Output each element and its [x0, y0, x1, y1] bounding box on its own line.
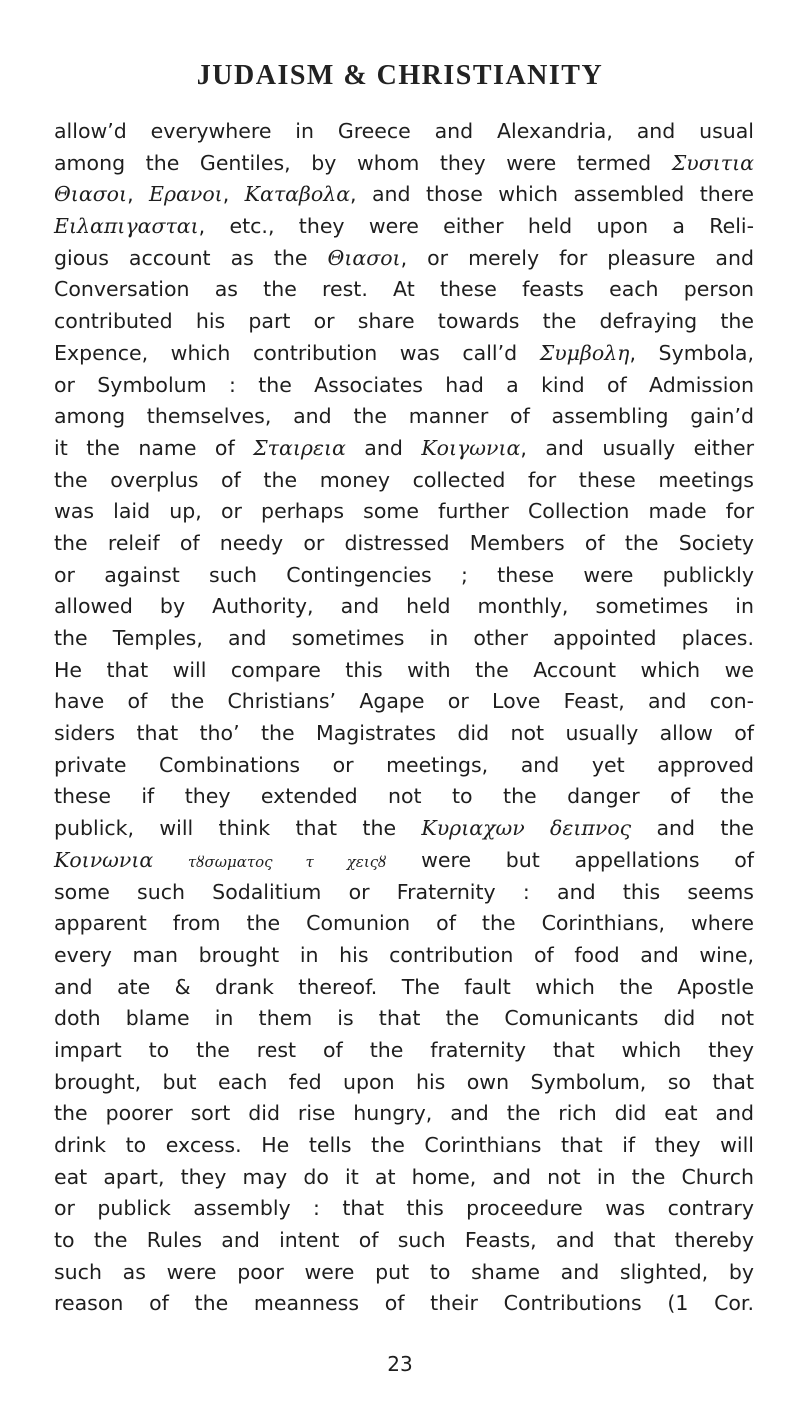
text-line: [54, 718, 754, 750]
text-run: have of the Christians’ Agape or Love Feast, and con-: [54, 689, 754, 714]
text-line: [54, 623, 754, 655]
text-run: and the: [631, 816, 755, 841]
text-line: [54, 1225, 754, 1257]
text-line: [54, 1067, 754, 1099]
text-run: brought, but each fed upon his own Symbolum, so that: [54, 1069, 754, 1094]
text-line: [54, 813, 754, 845]
text-line: [54, 1288, 754, 1320]
text-line: [54, 148, 754, 180]
text-line: [54, 211, 754, 243]
text-line: [54, 116, 754, 148]
text-line: [54, 274, 754, 306]
text-run: these if they extended not to the danger of the: [54, 784, 754, 809]
text-line: [54, 845, 754, 877]
text-line: [54, 750, 754, 782]
text-run: such as were poor were put to shame and slighted, by: [54, 1259, 754, 1284]
text-line: [54, 781, 754, 813]
text-run: every man brought in his contribution of food and wine,: [54, 942, 754, 967]
text-line: [54, 338, 754, 370]
page-number: 23: [387, 1352, 413, 1376]
text-line: [54, 306, 754, 338]
text-line: [54, 560, 754, 592]
text-run: was laid up, or perhaps some further Collection made for: [54, 499, 754, 524]
text-run: siders that tho’ the Magistrates did not usually allow of: [54, 721, 754, 746]
greek-term: Συμβολη: [539, 340, 630, 365]
text-run: publick, will think that the: [54, 816, 422, 841]
text-line: [54, 1193, 754, 1225]
text-run: ,: [127, 182, 150, 207]
text-run: , and those which assembled there: [350, 182, 754, 207]
text-line: [54, 686, 754, 718]
text-run: the poorer sort did rise hungry, and the rich did eat and: [54, 1101, 754, 1126]
text-run: gious account as the: [54, 245, 328, 270]
text-run: Expence, which contribution was call’d: [54, 340, 540, 365]
text-run: the overplus of the money collected for these meetings: [54, 467, 754, 492]
greek-term: Συσιτια: [671, 150, 754, 175]
text-line: [54, 243, 754, 275]
text-run: to the Rules and intent of such Feasts, and that thereby: [54, 1228, 754, 1253]
greek-term: Καταβολα: [244, 182, 351, 207]
running-head: JUDAISM & CHRISTIANITY: [196, 60, 604, 91]
text-run: , etc., they were either held upon a Reli-: [198, 214, 754, 239]
text-line: [54, 908, 754, 940]
text-run: among the Gentiles, by whom they were termed: [54, 150, 672, 175]
text-run: impart to the rest of the fraternity that which they: [54, 1037, 754, 1062]
text-line: [54, 940, 754, 972]
text-line: [54, 972, 754, 1004]
text-run: eat apart, they may do it at home, and not in the Church: [54, 1164, 754, 1189]
greek-term: Ειλαπιγασται: [54, 214, 199, 239]
greek-term: Κοιγωνια: [421, 435, 521, 460]
greek-term-small: τȣσωματος τ χειςȣ: [187, 852, 387, 871]
text-run: or Symbolum : the Associates had a kind of Admission: [54, 372, 754, 397]
text-line: [54, 1003, 754, 1035]
greek-term: Θιασοι: [54, 182, 128, 207]
text-line: [54, 1035, 754, 1067]
greek-term: Ερανοι: [149, 182, 223, 207]
text-line: [54, 591, 754, 623]
greek-term: Θιασοι: [327, 245, 401, 270]
text-line: [54, 528, 754, 560]
text-run: [153, 848, 188, 872]
text-line: [54, 401, 754, 433]
text-run: private Combinations or meetings, and yet approved: [54, 752, 754, 777]
text-line: [54, 655, 754, 687]
text-run: allowed by Authority, and held monthly, sometimes in: [54, 594, 754, 619]
text-run: or against such Contingencies ; these were publickly: [54, 562, 754, 587]
greek-term: Σταιρεια: [253, 435, 346, 460]
text-run: doth blame in them is that the Comunicants did not: [54, 1006, 754, 1031]
text-line: [54, 496, 754, 528]
text-run: , or merely for pleasure and: [400, 245, 754, 270]
greek-term: Κοινωνια: [54, 847, 154, 872]
text-line: [54, 1098, 754, 1130]
text-run: , Symbola,: [629, 340, 755, 365]
text-run: apparent from the Comunion of the Corinthians, where: [54, 911, 754, 936]
text-run: it the name of: [54, 435, 254, 460]
text-line: [54, 370, 754, 402]
text-run: were but appellations of: [386, 847, 754, 872]
text-run: allow’d everywhere in Greece and Alexandria, and usual: [54, 119, 754, 143]
text-line: [54, 465, 754, 497]
text-run: the Temples, and sometimes in other appointed places.: [54, 626, 754, 650]
text-run: drink to excess. He tells the Corinthians that if they will: [54, 1133, 754, 1157]
text-run: and ate & drank thereof. The fault which the Apostle: [54, 974, 754, 999]
text-line: [54, 179, 754, 211]
text-run: reason of the meanness of their Contributions (1 Cor.: [54, 1291, 754, 1316]
text-line: [54, 877, 754, 909]
text-run: or publick assembly : that this proceedure was contrary: [54, 1196, 754, 1221]
text-run: the releif of needy or distressed Members of the Society: [54, 530, 754, 555]
text-line: [54, 433, 754, 465]
text-run: Conversation as the rest. At these feasts each person: [54, 277, 754, 302]
text-line: [54, 1257, 754, 1289]
text-line: [54, 1162, 754, 1194]
text-run: and: [345, 435, 422, 460]
text-run: contributed his part or share towards the defraying the: [54, 309, 754, 334]
text-run: He that will compare this with the Account which we: [54, 657, 754, 682]
text-run: some such Sodalitium or Fraternity : and this seems: [54, 879, 754, 904]
text-line: [54, 1130, 754, 1162]
text-run: ,: [222, 182, 245, 207]
text-run: among themselves, and the manner of assembling gain’d: [54, 404, 754, 429]
greek-term: Κυριαχων δειπνος: [421, 816, 632, 841]
body-text: [54, 116, 754, 1320]
text-run: , and usually either: [520, 435, 754, 460]
